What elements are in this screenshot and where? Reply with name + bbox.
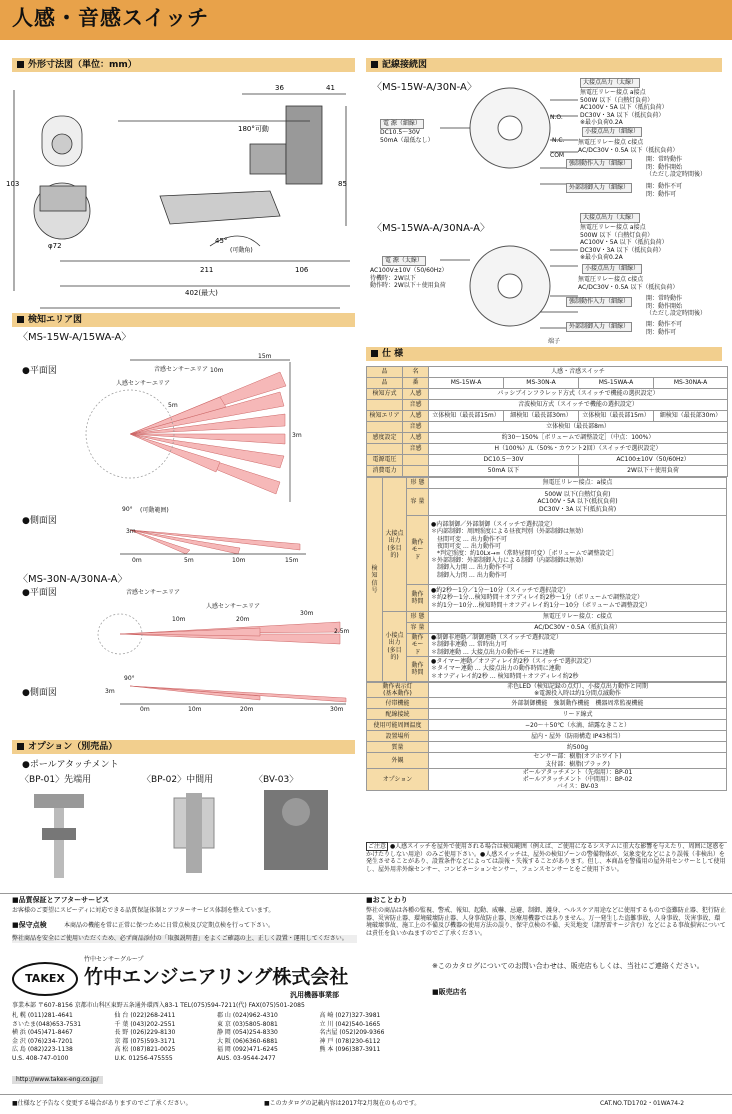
maintenance-text-1: 本商品の機能を常に正常に保つために日常点検及び定期点検を行って下さい。	[64, 922, 275, 929]
takex-logo: TAKEX	[12, 962, 78, 996]
width-2-5m: 2.5m	[334, 628, 350, 635]
ext-input-desc-2: 開：動作不可 閉：動作可	[646, 321, 683, 336]
branch-office: 広 島 (082)223-1138	[12, 1046, 73, 1053]
dim-211: 211	[200, 266, 214, 274]
branch-office: 千 葉 (043)202-2551	[114, 1020, 176, 1028]
spec-key	[367, 444, 403, 455]
spec-row	[367, 389, 728, 400]
ext-input-label-1: 外部制御入力（細線）	[566, 183, 632, 193]
wiring-diagram-2	[440, 220, 580, 350]
big-output-label: 大接点出力（太線）	[580, 78, 640, 88]
spec-table-wrap	[366, 366, 727, 791]
quality-text: お客様のご要望にスピーディに対応できる品質保証体制とアフターサービス体制を整えています。	[12, 907, 275, 914]
spec-value: AC100±10V（50/60Hz）	[579, 455, 728, 466]
spec-value: MS-30N-A	[504, 378, 579, 389]
inquiry-note: ※このカタログについてのお問い合わせは、販売店もしくは、当社にご連絡ください。	[432, 962, 704, 970]
bp02-label: 〈BP-02〉中間用	[142, 775, 214, 785]
spec-value: 立体検知（最長部15m）	[429, 411, 504, 422]
bp01-label: 〈BP-01〉先端用	[20, 775, 92, 785]
branch-office	[320, 1055, 423, 1063]
detection-plan-30m	[100, 600, 350, 660]
branch-office: 高 松 (087)821-0025	[114, 1046, 176, 1053]
big-cap: 500W 以下(白熱灯負荷) AC100V・5A 以下(抵抗負荷) DC30V・3A 以下(抵抗負荷)	[429, 489, 727, 516]
spec-subkey: 音感	[403, 400, 429, 411]
height-3m-2: 3m	[105, 688, 115, 695]
big-time-h: 動作時間	[407, 585, 429, 612]
spec-key: 配線接続	[367, 709, 429, 720]
branch-office: 神 戸 (078)230-6112	[319, 1037, 381, 1045]
spec-row	[367, 444, 728, 455]
spec-value: MS-15WA-A	[579, 378, 654, 389]
spec-row	[367, 400, 728, 411]
title-bar	[0, 0, 732, 40]
branch-office: 名古屋 (052)209-9366	[319, 1029, 385, 1036]
group-name: 竹中センサーグループ	[84, 956, 144, 963]
detection-model-1: 〈MS-15W-A/15WA-A〉	[18, 332, 132, 343]
section-header-detection: 検知エリア図	[12, 313, 355, 327]
side-5m-1: 5m	[184, 557, 194, 564]
spec-key: 質量	[367, 742, 429, 753]
big-form: 無電圧リレー接点：a接点	[429, 478, 727, 489]
branch-office: U.K. 01256-475555	[114, 1054, 173, 1062]
branch-office: 立 川 (042)540-1665	[319, 1020, 381, 1028]
range-15m-1: 15m	[258, 353, 272, 360]
spec-key: 消費電力	[367, 466, 403, 477]
section-header-options: オプション（別売品）	[12, 740, 355, 754]
power-desc-2: AC100V±10V（50/60Hz） 待機時：2W以下 動作時：2W以下＋使用負荷	[370, 267, 448, 289]
branch-office: 金 沢 (076)234-7201	[12, 1037, 73, 1045]
forced-input-desc-2: 開：常時動作 閉：動作開始 （ただし設定時間後）	[646, 295, 707, 317]
spec-row	[367, 411, 728, 422]
branch-office: 熊 本 (096)387-3911	[319, 1046, 381, 1053]
small-output-label: 小接点出力（細線）	[582, 127, 642, 137]
branch-office: 大 阪 (06)6360-6881	[217, 1037, 278, 1045]
spec-value: 立体検知（最長部8m）	[429, 422, 728, 433]
side-10m-2: 10m	[188, 706, 202, 713]
side-15m-1: 15m	[285, 557, 299, 564]
branch-office: 静 岡 (054)254-8330	[217, 1029, 278, 1036]
option-images	[24, 788, 344, 880]
human-area-label-1: 人感センサーエリア	[116, 380, 171, 387]
wiring-model-2: 〈MS-15WA-A/30NA-A〉	[372, 223, 490, 234]
terminal-label: 端子	[548, 338, 561, 345]
change-notice: ■仕様など予告なく変更する場合がありますのでご了承ください。	[12, 1100, 192, 1107]
spec-value: リード線式	[429, 709, 727, 720]
branch-office: 札 幌 (011)281-4641	[12, 1012, 73, 1019]
small-output-label-2: 小接点出力（細線）	[582, 264, 642, 274]
range-10m-2: 10m	[172, 616, 186, 623]
date-notice: ■このカタログの記載内容は2017年2月現在のものです。	[264, 1100, 421, 1107]
spec-value: 50mA 以下	[429, 466, 579, 477]
spec-key: 外観	[367, 753, 429, 768]
spec-subkey: 番	[403, 378, 429, 389]
spec-value: ポールアタッチメント（先端用）：BP-01 ポールアタッチメント（中間用）：BP-02 バイス：BV-03	[429, 768, 727, 791]
spec-subkey: 名	[403, 367, 429, 378]
big-output-desc-2: 無電圧リレー接点 a接点 500W 以下（白熱灯負荷） AC100V・5A 以下（抵抗負荷） DC30V・3A 以下（抵抗負荷） ※最小負荷0.2A	[580, 224, 668, 261]
small-out-label: 小接点出力(多目的)	[383, 612, 407, 682]
side-10m-1: 10m	[232, 557, 246, 564]
spec-subkey: 人感	[403, 411, 429, 422]
ext-input-desc-1: 開：動作不可 閉：動作可	[646, 183, 683, 198]
website-url[interactable]: http://www.takex-eng.co.jp/	[12, 1076, 103, 1084]
spec-key: 電源電圧	[367, 455, 403, 466]
side-label-1: ●側面図	[22, 516, 57, 526]
detection-model-2: 〈MS-30N-A/30NA-A〉	[18, 574, 128, 585]
spec-value: センサー部：樹脂(オフホワイト) 支付部：樹脂(ブラック)	[429, 753, 727, 768]
spec-key: 付帯機能	[367, 698, 429, 709]
range-5m-1: 5m	[168, 402, 178, 409]
branch-office: 京 都 (075)593-3171	[114, 1037, 176, 1045]
height-3m-1: 3m	[126, 528, 136, 535]
spec-value: 赤色LED（検知記録の点灯）、小接点出力動作と同期 ※電源投入時は約1分間点滅動作	[429, 683, 727, 698]
spec-row	[367, 378, 728, 389]
dim-106: 106	[295, 266, 309, 274]
branch-office: 長 野 (026)229-8130	[114, 1029, 176, 1036]
pole-attachment-label: ●ポールアタッチメント	[22, 760, 119, 770]
big-cap-h: 容 量	[407, 489, 429, 516]
dim-85: 85	[338, 180, 347, 188]
caution-block	[366, 842, 727, 873]
big-time: ●約2秒〜1分／1分〜10分（スイッチで選択設定） ＊約2秒〜1分…検知時間＋オフディレイ約2秒〜1分（ボリュームで調整設定） ＊約1分〜10分…検知時間＋オフディレイ約1分〜10分（ボリュームで調整設定）	[429, 585, 727, 612]
spec-key: 検知方式	[367, 389, 403, 400]
branch-office: 東 京 (03)5805-8081	[217, 1020, 278, 1028]
range-30m-2: 30m	[300, 610, 314, 617]
dim-41: 41	[326, 84, 335, 92]
spec-value: 約30〜150%［ボリュームで調整設定］（中点：100%）	[429, 433, 728, 444]
branch-office: U.S. 408-747-0100	[12, 1054, 69, 1062]
spec-key: 検知エリア	[367, 411, 403, 422]
caution-text: ●人感スイッチを屋外で使用される場合は検知範囲（例えば、ご使用になるシステムに重大な影響を与えたり、周囲に迷惑をかけたりしない用途）のみご使用下さい。●人感スイッチは、屋外の検知ゾーンの警備物体が、気象変化などにより誤報（非検出）を発生させることがあり、設置条件などによっては誤報・失報することがあります。但し、本商品を警備用の屋外用センサーとして使用し、屋外用赤外線センサー、コンビネーションセンサー、フェンスセンサーとをご使用下さい。	[366, 843, 726, 873]
big-mode: ●内部制御／外部制御（スイッチで選択設定） ＊内部制御：周囲照度による昼夜判別（外部制御は無効） 昼間可変 … 出力動作不可 夜間可変 … 出力動作可 *判定照度：約10Lx→∞（常時昼間可変）［ボリュームで調整設定］ ＊外部制御：外部制御入力による制御（内部制御は無効） 制御入力開 … 出力動作不可 制御入力閉 … 出力動作可	[429, 516, 727, 585]
big-output-label-2: 大接点出力（太線）	[580, 213, 640, 223]
spec-value: MS-30NA-A	[654, 378, 728, 389]
human-area-label-2: 人感センサーエリア	[206, 603, 261, 610]
spec-key: 品	[367, 378, 403, 389]
spec-row	[367, 466, 728, 477]
dealer-heading: ■販売店名	[432, 988, 467, 996]
dim-72: φ72	[48, 242, 62, 250]
branch-office: さいたま(048)653-7531	[12, 1020, 82, 1028]
spec-value: 外部制御機能 強制動作機能 機器周常監視機能	[429, 698, 727, 709]
movable-range-1: (可動範囲)	[140, 507, 169, 514]
spec-value: H（100%）/L（50%・カウント2回）（スイッチで選択設定）	[429, 444, 728, 455]
ext-input-label-2: 外部制御入力（細線）	[566, 322, 632, 332]
company-name: 竹中エンジニアリング株式会社	[84, 966, 349, 988]
forced-input-label-1: 強制動作入力（細線）	[566, 159, 632, 169]
spec-key: 動作表示灯 (基本動作)	[367, 683, 429, 698]
spec-value: パッシブインフラレッド方式（スイッチで機能の選択設定）	[429, 389, 728, 400]
spec-value: 音波検知方式（スイッチで機能の選択設定）	[429, 400, 728, 411]
sound-area-label-1: 音感センサーエリア	[154, 366, 209, 373]
small-cap-h: 容 量	[407, 623, 429, 634]
branch-office: AUS. 03-9544-2477	[217, 1054, 276, 1062]
section-header-wiring: 記線接続図	[366, 58, 722, 72]
spec-key	[367, 422, 403, 433]
nc-terminal-1: N.C.	[552, 137, 565, 144]
branch-list	[12, 1012, 422, 1062]
spec-key: オプション	[367, 768, 429, 791]
wiring-diagram-1	[440, 80, 580, 210]
spec-value: 細検知（最長部30m）	[654, 411, 728, 422]
power-desc-1: DC10.5〜30V 50mA（最低なし）	[380, 129, 434, 144]
power-label-2: 電 源（太線）	[382, 256, 426, 266]
small-time: ●タイマー連動／オフディレイ約2秒（スイッチで選択設定） ＊タイマー連動 … 大接点出力の動作時間に連動 ＊オフディレイ約2秒 … 検知時間＋オフディレイ約2秒	[429, 657, 727, 682]
spec-row	[367, 367, 728, 378]
side-30m-2: 30m	[330, 706, 344, 713]
branch-office: 高 崎 (027)327-3981	[319, 1012, 381, 1019]
hq-address: 事業本部 〒607-8156 京都市山科区東野五条通外環西入83-1 TEL(075)594-7211(代) FAX(075)501-2085	[12, 1002, 305, 1009]
spec-value: MS-15W-A	[429, 378, 504, 389]
caution-label: ご注意	[368, 843, 387, 850]
spec-value: 2W以下＋使用負荷	[579, 466, 728, 477]
spec-subkey: 音感	[403, 422, 429, 433]
detection-plan-15m	[100, 352, 310, 512]
dim-36: 36	[275, 84, 284, 92]
small-time-h: 動作時間	[407, 657, 429, 682]
bottom-rule	[0, 1094, 732, 1095]
spec-row	[367, 433, 728, 444]
spec-value: 人感・音感スイッチ	[429, 367, 728, 378]
small-mode: ●制御非連動／制御連動（スイッチで選択設定） ＊制御非連動 … 常時出力可 ＊制御連動 … 大接点出力の動作モードに連動	[429, 634, 727, 657]
small-mode-h: 動作モード	[407, 634, 429, 657]
spec-row	[367, 422, 728, 433]
forced-input-desc-1: 開：常時動作 閉：動作開始 （ただし設定時間後）	[646, 156, 707, 178]
division-name: 汎用機器事業部	[290, 991, 339, 999]
catalog-number: CAT.NO.TD1702・01WA74-2	[600, 1100, 685, 1107]
side-0m-1: 0m	[132, 557, 142, 564]
range-20m-2: 20m	[236, 616, 250, 623]
big-mode-h: 動作モード	[407, 516, 429, 585]
small-cap: AC/DC30V・0.5A（抵抗負荷）	[429, 623, 727, 634]
branch-office: 郡 山 (024)962-4310	[217, 1012, 278, 1019]
footer-rule	[0, 893, 732, 894]
spec-subkey	[403, 455, 429, 466]
branch-office: 仙 台 (022)268-2411	[114, 1012, 176, 1019]
spec-value: 屋内・屋外（防雨構造 IP43相当）	[429, 731, 727, 742]
range-10m-1: 10m	[210, 367, 224, 374]
maintenance-heading: ■保守点検	[12, 921, 47, 929]
spec-subkey: 音感	[403, 444, 429, 455]
signal-label: 検知信号	[367, 478, 383, 682]
small-output-desc-2: 無電圧リレー接点 c接点 AC/DC30V・0.5A 以下（抵抗負荷）	[578, 276, 679, 291]
spec-table-output	[366, 477, 727, 682]
spec-subkey	[403, 466, 429, 477]
power-label-1: 電 源（細線）	[380, 119, 424, 129]
spec-value: 約500g	[429, 742, 727, 753]
big-form-h: 形 態	[407, 478, 429, 489]
plan-label-1: ●平面図	[22, 366, 57, 376]
sound-area-label-2: 音感センサーエリア	[126, 589, 181, 596]
small-output-desc: 無電圧リレー接点 c接点 AC/DC30V・0.5A 以下（抵抗負荷）	[578, 139, 679, 154]
dimension-drawing	[6, 76, 356, 298]
small-form-h: 形 態	[407, 612, 429, 623]
dim-402: 402(最大)	[185, 289, 218, 297]
spec-value: −20〜＋50℃（水滴、結露なきこと）	[429, 720, 727, 731]
spec-key: 感度設定	[367, 433, 403, 444]
bv03-label: 〈BV-03〉	[254, 775, 299, 785]
spec-key: 品	[367, 367, 403, 378]
spec-value: 細検知（最長部30m）	[504, 411, 579, 422]
spec-key: 設置場所	[367, 731, 429, 742]
deg-90-1: 90°	[122, 506, 133, 513]
big-out-label: 大接点出力(多目的)	[383, 478, 407, 612]
dim-45-label: (可動角)	[230, 247, 253, 254]
no-terminal-1: N.O.	[550, 114, 563, 121]
section-header-spec: 仕 様	[366, 347, 722, 361]
dim-180: 180°可動	[238, 125, 269, 133]
deg-90-2: 90°	[124, 675, 135, 682]
plan-label-2: ●平面図	[22, 588, 57, 598]
side-20m-2: 20m	[240, 706, 254, 713]
small-form: 無電圧リレー接点：c接点	[429, 612, 727, 623]
big-output-desc: 無電圧リレー接点 a接点 500W 以下（白熱灯負荷） AC100V・5A 以下（抵抗負荷） DC30V・3A 以下（抵抗負荷） ※最小負荷0.2A	[580, 89, 668, 126]
spec-value: DC10.5〜30V	[429, 455, 579, 466]
quality-heading: ■品質保証とアフターサービス	[12, 896, 110, 904]
side-label-2: ●側面図	[22, 688, 57, 698]
side-0m-2: 0m	[140, 706, 150, 713]
spec-subkey: 人感	[403, 433, 429, 444]
page-title: 人感・音感スイッチ	[12, 6, 210, 30]
spec-table	[366, 366, 728, 477]
disclaimer-text: 弊社の商品は各種の監視、警戒、報知、起動、威嚇、忌避、制御、護身、ヘルスケア用途などに使用するもので盗難防止器、犯行防止器、災害防止器、環境破壊防止器、人身事故防止器、医療用機器ではありません。万一発生した盗難事故、人身事故、災害事故、環境破壊事故、施工上の不備及び機器の使用方法の誤り、保守点検の不備、天災地変（諸厚雷サージ含む）などによる事故損害については責任を負いかねますのでご了承ください。	[366, 907, 726, 937]
dim-103: 103	[6, 180, 20, 188]
spec-value: 立体検知（最長部15m）	[579, 411, 654, 422]
spec-row	[367, 455, 728, 466]
spec-key	[367, 400, 403, 411]
branch-office: 横 浜 (045)471-8467	[12, 1029, 73, 1036]
branch-office: 福 岡 (092)471-6245	[217, 1046, 278, 1053]
forced-input-label-2: 強制動作入力（細線）	[566, 297, 632, 307]
spec-table-misc	[366, 682, 727, 791]
spec-subkey: 人感	[403, 389, 429, 400]
maintenance-text-2: 弊社商品を安全にご使用いただくため、必ず商品添付の「取扱説明書」をよくご確認の上、正しく設置・運用してください。	[12, 935, 357, 943]
dim-45: 45°	[215, 237, 228, 245]
width-3m: 3m	[292, 432, 302, 439]
disclaimer-heading: ■おことわり	[366, 896, 408, 904]
spec-key: 使用可能周囲温度	[367, 720, 429, 731]
wiring-model-1: 〈MS-15W-A/30N-A〉	[372, 82, 477, 93]
section-header-dimensions: 外形寸法図（単位：mm）	[12, 58, 355, 72]
com-terminal-1: COM	[550, 152, 565, 159]
